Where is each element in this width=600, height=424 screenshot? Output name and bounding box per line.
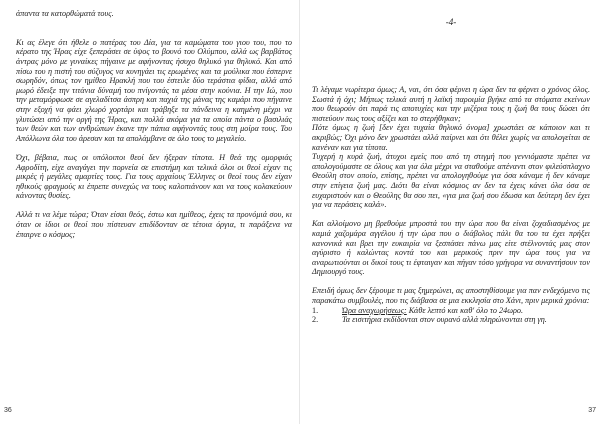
right-paragraph-3: Και αλλοίμονο μη βρεθούμε μπροστά του την ώρα που θα είναι ζοχαδιασμένος με καμιά χαζομάρα αγγέλου ή την ώρα που ο διάβολος πάλι θα του τα έχει πρήξει κανονικά και βρει την ευκαιρία να ξεσπάσει πάνω μας είτε στέλνοντάς μας στον αγύριστο ή καλώντας κοντά του και μερικούς πριν την ώρα τους για να αναρωτιούνται οι δικοί τους τι έφταιγαν και πήγαν τόσο γρήγορα να συναντήσουν τον Δημιουργό τους. <box>312 219 590 277</box>
right-paragraph-1: Τι λέγαμε νωρίτερα όμως; Α, ναι, ότι όσα φέρνει η ώρα δεν τα φέρνει ο χρόνος όλος. Σωστά ή όχι; Μήπως τελικά αυτή η λαϊκή παροιμία βγήκε από τα στόματα εκείνων που θεωρούν ότι παρά τις αποτυχίες και την μιζέρια τους η ζωή θα τους δώσει ότι πιστεύουν πως τους αξίζει και το στερήθηκαν; <box>312 85 590 123</box>
list-underlined: Ώρα αναχωρήσεως: <box>342 305 407 315</box>
right-paragraph-4: Επειδή όμως δεν ξέρουμε τι μας ξημερώνει, ας αποστηθίσουμε για παν ενδεχόμενο τις παρακάτω συμβουλές, που τις διάβασα σε μια εκκλησία στο Χάνι, πριν μερικά χρόνια: <box>312 286 590 306</box>
list-number: 1. <box>312 305 319 315</box>
page-number-left: 36 <box>4 407 12 414</box>
list-number: 2. <box>312 315 319 325</box>
list-text: Τα εισιτήρια εκδίδονται στον ουρανό αλλά πληρώνονται στη γη. <box>342 315 547 325</box>
list-item-1 <box>312 306 590 316</box>
chapter-marker: -4- <box>445 17 457 27</box>
right-paragraph-2-line-1: Πότε όμως η ζωή [δεν έχει τυχαία θηλυκό όνομα] χρωστάει σε κάποιον και τι ακριβώς; Όχι μόνο δεν χρωστάει αλλά παίρνει και ότι θέλει χωρίς να απολογείται σε κανέναν και για τίποτα. <box>312 123 590 152</box>
list-item-2 <box>312 315 590 325</box>
list-text <box>342 306 590 316</box>
opening-line: άπαντα τα κατορθώματά τους. <box>16 9 114 18</box>
list-rest: Κάθε λεπτό και καθ' όλο το 24ωρο. <box>406 305 524 315</box>
right-paragraph-2-line-2: Τυχερή η κυρά ζωή, άτυχοι εμείς που από τη στιγμή που γεννιόμαστε πρέπει να απολογούμαστε σε όλους και για όλα μέχρι να σταθούμε απέναντι στον φιλεύσπλαχνο Θεούλη στον οποίο, επίσης, πρέπει να απολογηθούμε για όσα κάναμε ή δεν κάναμε στην επίγεια ζωή μας. Διότι θα είναι κόσμιος αν δεν τα έχεις κάνει όλα όσα σε ευχαριστούν και ο Θεούλης θα σου πει, «για μια ζωή σου έδωσα και δεύτερη δεν έχει για να περάσεις καλά». <box>312 152 590 210</box>
left-paragraph-3: Αλλά τι να λέμε τώρα; Όταν είσαι θεός, έστω και ημίθεος, έχεις τα προνόμιά σου, κι όταν οι ίδιοι οι θεοί που πίστευαν επιδίδονταν σε τέτοια όργια, τι παράξενα να έπαιρνε ο κόσμος; <box>16 210 292 239</box>
left-paragraph-2: Όχι, βέβαια, πως οι υπόλοιποι θεοί δεν ήξεραν τίποτα. Η θεά της ομορφιάς Αφροδίτη, είχε αναγάγει την πορνεία σε επιστήμη και τελικά όλοι οι θεοί είχαν τις μικρές ή μεγάλες αμαρτίες τους. Για τους αρχαίους Έλληνες οι θεοί τους δεν είχαν ηθικούς φραγμούς κι έπρεπε συνεχώς να τους καλοπιάνουν και να τους κολακεύουν κάνοντας θυσίες. <box>16 152 292 201</box>
left-paragraph-1: Κι ας έλεγε ότι ήθελε ο πατέρας του Δία, για τα καμώματα του γιου του, που το κέρατο της Ήρας είχε ξεπεράσει σε ύψος το βουνό του Ολύμπου, αλλά ως βαρβάτος άντρας μόνο με γυναίκες πήγαινε με αφήνοντας ήσυχο θηλυκό για θηλυκό. Και από πίσω του η πιστή του σύζυγος να κυνηγάει τις ερωμένες και τα μούλικα που έσπερνε σωρηδόν, όπως τον ημίθεο Ηρακλή που του έστειλε δύο τεράστια φίδια, αλλά από μωρό έδειξε την τιτάνια δύναμή του πνίγοντάς τα μέσα στην κούνια. Η την Ιώ, που την μεταμόρφωσε σε αγελαδίτσα άσπρη και παχιά της μάνας της καμάρι που πήγαινε στην εξοχή να φάει χλωρό χορτάρι και τράβηξε τα πάνδεινα η καημένη μέχρι να γλυτώσει από την οργή της Ήρας, και πολλά ακόμα για τα οποία πάντα ο βασιλιάς των θεών και των ανθρώπων έκανε την πάπια αφήνοντάς τους στη μοίρα τους. Του Απόλλωνα όλα του άρεσαν και τα απολάμβανε σε όλο τους το μεγαλείο. <box>16 37 292 143</box>
page-number-right: 37 <box>588 407 596 414</box>
right-page <box>300 0 600 424</box>
